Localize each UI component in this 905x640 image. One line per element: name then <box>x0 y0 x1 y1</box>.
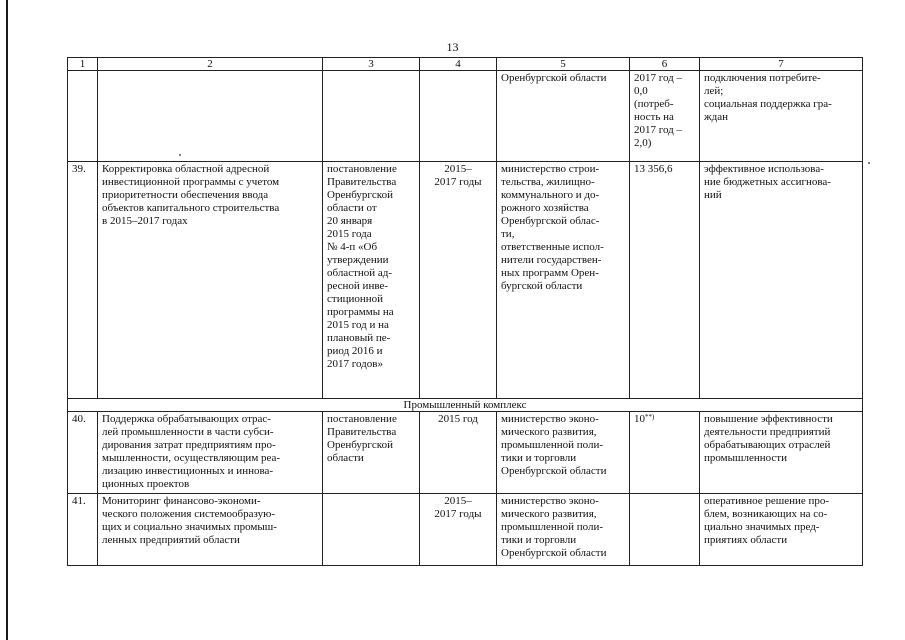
page-binding-line <box>6 0 8 640</box>
result-40: повышение эффективности деятельности предприятий обрабатывающих отраслей промышленности <box>700 412 863 494</box>
column-number-7: 7 <box>700 58 863 71</box>
funding-39: 13 356,6 <box>630 162 700 399</box>
term-39: 2015– 2017 годы <box>420 162 497 399</box>
term-41: 2015– 2017 годы <box>420 494 497 566</box>
funding-40-value: 10 <box>634 413 645 425</box>
measures-table <box>67 57 863 566</box>
column-number-4: 4 <box>420 58 497 71</box>
scan-speck <box>868 162 870 164</box>
row-number-39: 39. <box>68 162 98 399</box>
table-row-41 <box>68 494 863 566</box>
scan-speck <box>179 154 181 156</box>
cont-document-cell <box>323 71 420 162</box>
cont-event-cell <box>98 71 323 162</box>
funding-41 <box>630 494 700 566</box>
section-title-industrial: Промышленный комплекс <box>68 399 863 412</box>
event-39: Корректировка областной адресной инвестиционной программы с учетом приоритетности обеспечения ввода объектов капитального строительства в 2015–2017 годах <box>98 162 323 399</box>
cont-term-cell <box>420 71 497 162</box>
table-row-40 <box>68 412 863 494</box>
column-number-1: 1 <box>68 58 98 71</box>
column-number-row <box>68 58 863 71</box>
term-40: 2015 год <box>420 412 497 494</box>
continuation-row <box>68 71 863 162</box>
cont-funding-cell: 2017 год – 0,0 (потреб- ность на 2017 год – 2,0) <box>630 71 700 162</box>
column-number-3: 3 <box>323 58 420 71</box>
document-39: постановление Правительства Оренбургской области от 20 января 2015 года № 4-п «Об утверждении областной ад- ресной инве- стиционной программы на 2015 год и на плановый пе- риод 2016 и 2017 годов» <box>323 162 420 399</box>
column-number-6: 6 <box>630 58 700 71</box>
executor-41: министерство эконо- мического развития, промышленной поли- тики и торговли Оренбургской области <box>497 494 630 566</box>
column-number-5: 5 <box>497 58 630 71</box>
result-39: эффективное использова- ние бюджетных ассигнова- ний <box>700 162 863 399</box>
result-41: оперативное решение про- блем, возникающих на со- циально значимых пред- приятиях области <box>700 494 863 566</box>
row-number-41: 41. <box>68 494 98 566</box>
executor-40: министерство эконо- мического развития, промышленной поли- тики и торговли Оренбургской области <box>497 412 630 494</box>
cont-executor-cell: Оренбургской области <box>497 71 630 162</box>
row-number-40: 40. <box>68 412 98 494</box>
cont-num-cell <box>68 71 98 162</box>
table-row-39 <box>68 162 863 399</box>
page-number: 13 <box>446 40 459 54</box>
document-40: постановление Правительства Оренбургской области <box>323 412 420 494</box>
funding-40 <box>630 412 700 494</box>
executor-39: министерство строи- тельства, жилищно- коммунального и до- рожного хозяйства Оренбургской облас- ти, ответственные испол- нители государствен- ных программ Орен- бургской области <box>497 162 630 399</box>
section-row <box>68 399 863 412</box>
event-41: Мониторинг финансово-экономи- ческого положения системообразую- щих и социально значимых промыш- ленных предприятий области <box>98 494 323 566</box>
document-41 <box>323 494 420 566</box>
event-40: Поддержка обрабатывающих отрас- лей промышленности в части субси- дирования затрат предприятиям про- мышленности, осуществляющим реа- лизацию инвестиционных и иннова- ционных проектов <box>98 412 323 494</box>
cont-result-cell: подключения потребите- лей; социальная поддержка гра- ждан <box>700 71 863 162</box>
funding-40-footnote-mark: **) <box>645 413 655 421</box>
column-number-2: 2 <box>98 58 323 71</box>
